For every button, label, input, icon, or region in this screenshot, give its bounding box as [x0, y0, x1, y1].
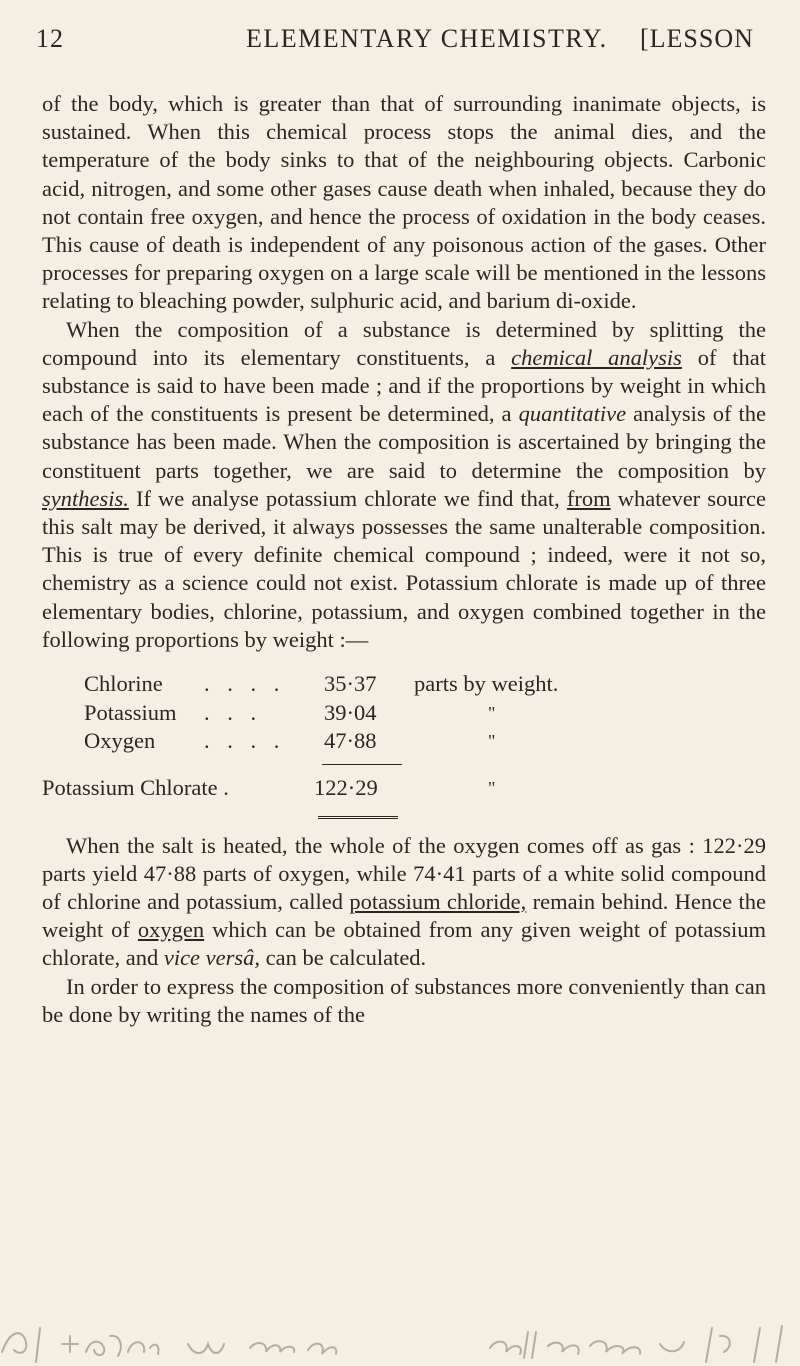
composition-total-row: [42, 774, 766, 804]
running-title: ELEMENTARY CHEMISTRY.: [246, 24, 608, 53]
ditto-mark: ": [488, 777, 496, 798]
ditto-mark: ": [488, 731, 496, 752]
composition-row-chlorine: [42, 670, 766, 699]
paragraph-3-text-d: can be calculated.: [260, 945, 427, 971]
term-quantitative: quantitative: [518, 401, 627, 427]
paragraph-1: of the body, which is greater than that of surrounding inanimate objects, is sustained. When this chemical process stops the animal dies, and the temperature of the body sinks to that of the neighbouring objects. Carbonic acid, nitrogen, and some other gases cause death when inhaled, because they do not contain free oxygen, and hence the process of oxidation in the body ceases. This cause of death is independent of any poisonous action of the gases. Other processes for preparing oxygen on a large scale will be mentioned in the lessons relating to bleaching powder, sulphuric acid, and barium di-oxide.: [42, 91, 766, 314]
underlined-potassium-chloride: potassium chloride,: [349, 888, 527, 914]
running-head: [36, 24, 786, 60]
running-lesson: [LESSON: [640, 24, 754, 53]
composition-table: [42, 670, 766, 822]
paragraph-3-text-c: which can be obtained from any given weight of potassium chlorate, and: [42, 917, 766, 971]
paragraph-2-text-c: analysis of the substance has been made. When the composition is ascertained by bringing the constituent parts together, we are said to determine the composition by: [42, 401, 767, 483]
term-synthesis: synthesis.: [42, 485, 129, 511]
paragraph-3-text-a: When the salt is heated, the whole of the oxygen comes off as gas : 122·29 parts yield 47·88 parts of oxygen, while 74·41 parts of a white solid compound of chlorine and potassium, called: [42, 832, 766, 914]
underlined-from: from: [566, 485, 611, 511]
paragraph-3-text-b: remain behind. Hence the weight of: [42, 888, 766, 943]
element-name: Chlorine: [84, 671, 163, 697]
body-text: [42, 90, 766, 1029]
term-vice-versa: vice versâ,: [163, 945, 261, 971]
paragraph-2: [42, 316, 766, 654]
element-value: 39·04: [324, 699, 377, 725]
paragraph-2-text-b: of that substance is said to have been made ; and if the proportions by weight in which each of the constituents is present be determined, a: [42, 344, 767, 427]
leader-dots: . . . .: [204, 671, 286, 697]
page-number: 12: [36, 24, 64, 53]
total-label: Potassium Chlorate .: [42, 774, 229, 800]
term-chemical-analysis: chemical analysis: [511, 344, 682, 370]
underlined-oxygen: oxygen: [137, 917, 205, 943]
total-value: 122·29: [314, 774, 378, 800]
paragraph-4: In order to express the composition of substances more conveniently than can be done by writing the names of the: [42, 973, 766, 1027]
paragraph-2-text-d: If we analyse potassium chlorate we find that,: [128, 485, 567, 511]
total-double-rule-line: [318, 816, 398, 819]
ditto-mark: ": [488, 702, 496, 723]
composition-row-potassium: [42, 699, 766, 728]
leader-dots: . . .: [204, 699, 263, 725]
total-double-rule: [42, 804, 766, 822]
unit-label: parts by weight.: [414, 671, 559, 697]
element-name: Potassium: [84, 699, 177, 725]
sum-rule-line: [322, 764, 402, 765]
paragraph-2-text-a: When the composition of a substance is determined by splitting the compound into its elementary constituents, a: [42, 316, 766, 370]
element-value: 47·88: [324, 728, 377, 754]
paragraph-2-text-e: whatever source this salt may be derived, it always possesses the same unalterable composition. This is true of every definite chemical compound ; indeed, were it not so, chemistry as a science could not exist. Potassium chlorate is made up of three elementary bodies, chlorine, potassium, and oxygen combined together in the following proportions by weight :—: [42, 485, 766, 652]
pencil-handwriting-annotation: [0, 1322, 800, 1366]
leader-dots: . . . .: [204, 728, 286, 754]
element-value: 35·37: [324, 671, 377, 697]
composition-row-oxygen: [42, 727, 766, 756]
element-name: Oxygen: [84, 728, 156, 754]
sum-rule: [42, 756, 766, 774]
paragraph-3: [42, 832, 766, 973]
